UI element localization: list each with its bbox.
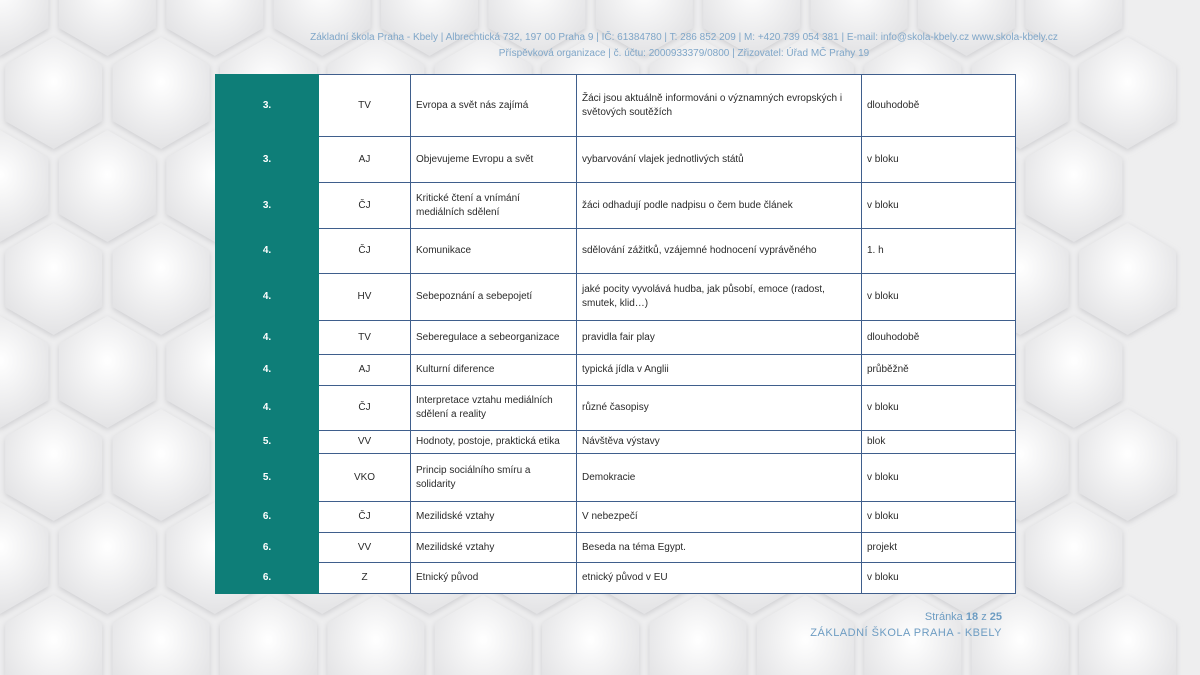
grade-cell: 4.: [216, 274, 319, 321]
activity-cell: žáci odhadují podle nadpisu o čem bude článek: [577, 183, 862, 229]
duration-cell: v bloku: [862, 502, 1016, 533]
activity-cell: V nebezpečí: [577, 502, 862, 533]
activity-cell: Beseda na téma Egypt.: [577, 533, 862, 563]
grade-cell: 5.: [216, 454, 319, 502]
table-row: [216, 386, 1016, 431]
subject-cell: VV: [319, 533, 411, 563]
duration-cell: projekt: [862, 533, 1016, 563]
page-number: [810, 609, 1002, 625]
table-row: [216, 355, 1016, 386]
topic-cell: Kritické čtení a vnímání mediálních sdělení: [411, 183, 577, 229]
subject-cell: ČJ: [319, 229, 411, 274]
grade-cell: 4.: [216, 386, 319, 431]
table-row: [216, 563, 1016, 594]
letterhead: [0, 30, 1200, 62]
duration-cell: v bloku: [862, 274, 1016, 321]
page-of: z: [981, 611, 987, 623]
activity-cell: Návštěva výstavy: [577, 431, 862, 454]
table-row: [216, 431, 1016, 454]
topic-cell: Etnický původ: [411, 563, 577, 594]
grade-cell: 6.: [216, 563, 319, 594]
duration-cell: v bloku: [862, 563, 1016, 594]
topic-cell: Hodnoty, postoje, praktická etika: [411, 431, 577, 454]
duration-cell: blok: [862, 431, 1016, 454]
duration-cell: v bloku: [862, 386, 1016, 431]
duration-cell: 1. h: [862, 229, 1016, 274]
grade-cell: 4.: [216, 229, 319, 274]
grade-cell: 6.: [216, 502, 319, 533]
topic-cell: Komunikace: [411, 229, 577, 274]
grade-cell: 6.: [216, 533, 319, 563]
table-row: [216, 533, 1016, 563]
topic-cell: Mezilidské vztahy: [411, 533, 577, 563]
subject-cell: VKO: [319, 454, 411, 502]
page-current: 18: [965, 611, 979, 623]
duration-cell: v bloku: [862, 454, 1016, 502]
subject-cell: VV: [319, 431, 411, 454]
activity-cell: Žáci jsou aktuálně informováni o významných evropských i světových soutěžích: [577, 75, 862, 137]
subject-cell: ČJ: [319, 183, 411, 229]
topic-cell: Objevujeme Evropu a svět: [411, 137, 577, 183]
activity-cell: jaké pocity vyvolává hudba, jak působí, emoce (radost, smutek, klid…): [577, 274, 862, 321]
duration-cell: dlouhodobě: [862, 321, 1016, 355]
subject-cell: ČJ: [319, 502, 411, 533]
table-row: [216, 502, 1016, 533]
activity-cell: různé časopisy: [577, 386, 862, 431]
subject-cell: AJ: [319, 355, 411, 386]
activity-cell: typická jídla v Anglii: [577, 355, 862, 386]
grade-cell: 3.: [216, 75, 319, 137]
subject-cell: AJ: [319, 137, 411, 183]
grade-cell: 4.: [216, 355, 319, 386]
page-total: 25: [989, 611, 1002, 623]
topic-cell: Seberegulace a sebeorganizace: [411, 321, 577, 355]
table-row: [216, 183, 1016, 229]
topic-cell: Mezilidské vztahy: [411, 502, 577, 533]
grade-cell: 3.: [216, 137, 319, 183]
topic-cell: Evropa a svět nás zajímá: [411, 75, 577, 137]
letterhead-contact-line: Základní škola Praha - Kbely | Albrechtická 732, 197 00 Praha 9 | IČ: 61384780 | T: 286 852 209 | M: +420 739 054 381 | E-mail: info@skola-kbely.cz www.skola-kbely.cz: [310, 32, 1058, 43]
topic-cell: Sebepoznání a sebepojetí: [411, 274, 577, 321]
table-row: [216, 321, 1016, 355]
activity-cell: Demokracie: [577, 454, 862, 502]
grade-cell: 3.: [216, 183, 319, 229]
topic-cell: Interpretace vztahu mediálních sdělení a reality: [411, 386, 577, 431]
table-row: [216, 229, 1016, 274]
table-row: [216, 454, 1016, 502]
activity-cell: etnický původ v EU: [577, 563, 862, 594]
letterhead-organization-line: Příspěvková organizace | č. účtu: 2000933379/0800 | Zřizovatel: Úřad MČ Prahy 19: [498, 48, 870, 59]
subject-cell: Z: [319, 563, 411, 594]
activity-cell: vybarvování vlajek jednotlivých států: [577, 137, 862, 183]
subject-cell: TV: [319, 75, 411, 137]
topic-cell: Princip sociálního smíru a solidarity: [411, 454, 577, 502]
duration-cell: v bloku: [862, 183, 1016, 229]
subject-cell: ČJ: [319, 386, 411, 431]
duration-cell: průběžně: [862, 355, 1016, 386]
table-row: [216, 137, 1016, 183]
topic-cell: Kulturní diference: [411, 355, 577, 386]
grade-cell: 4.: [216, 321, 319, 355]
page-footer: [810, 609, 1002, 641]
table-row: [216, 274, 1016, 321]
table-row: [216, 75, 1016, 137]
footer-school-name: ZÁKLADNÍ ŠKOLA PRAHA - KBELY: [810, 627, 1002, 639]
activities-table-container: [215, 74, 1015, 594]
grade-cell: 5.: [216, 431, 319, 454]
duration-cell: dlouhodobě: [862, 75, 1016, 137]
subject-cell: TV: [319, 321, 411, 355]
duration-cell: v bloku: [862, 137, 1016, 183]
activity-cell: sdělování zážitků, vzájemné hodnocení vyprávěného: [577, 229, 862, 274]
activity-cell: pravidla fair play: [577, 321, 862, 355]
subject-cell: HV: [319, 274, 411, 321]
page-word: Stránka: [924, 611, 963, 623]
activities-table: [215, 74, 1016, 594]
